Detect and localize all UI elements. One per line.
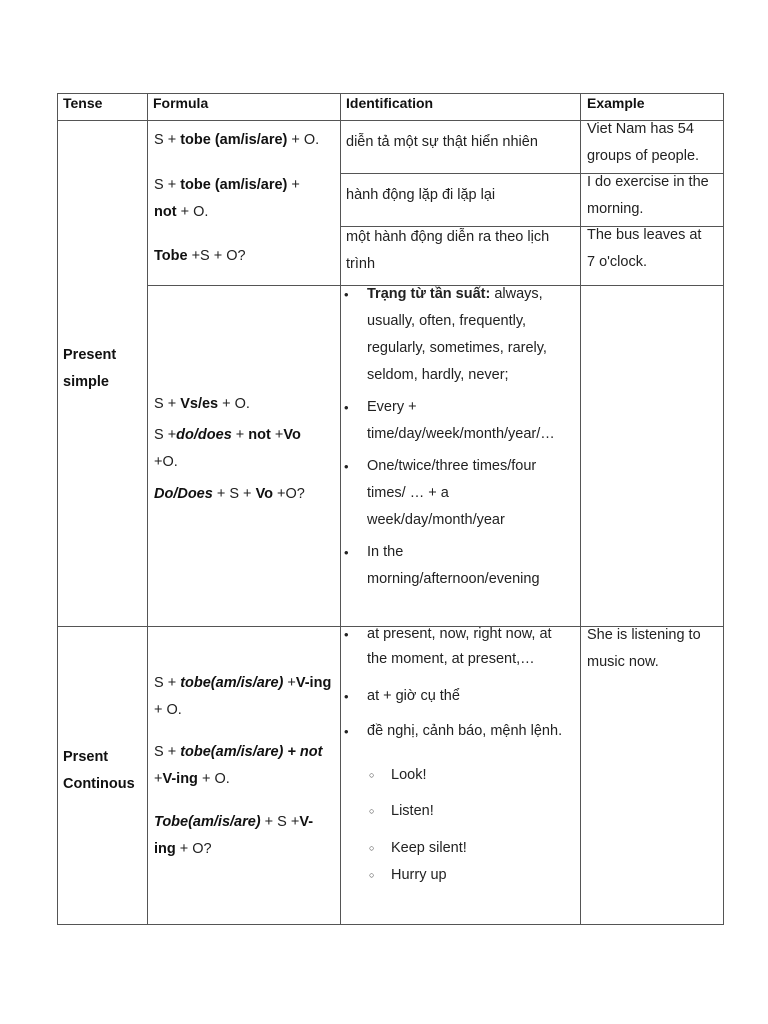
formula-tobe-question: Tobe +S + O? xyxy=(154,248,246,264)
col-divider-3 xyxy=(580,93,581,925)
tense-present-continuous xyxy=(63,744,135,798)
col-divider-1 xyxy=(147,93,148,925)
example-listening: She is listening to music now. xyxy=(587,627,701,670)
list-item: • One/twice/three times/four times/ … + a week/day/month/year xyxy=(340,453,578,534)
formula-continuous-affirmative: S + tobe(am/is/are) +V-ing + O. xyxy=(154,675,332,718)
tense-line: Present xyxy=(63,347,117,363)
identification-verb-list xyxy=(340,281,578,593)
list-item: • In the morning/afternoon/evening xyxy=(340,539,578,593)
tense-line: Continous xyxy=(63,776,135,792)
table-right-border xyxy=(723,93,724,925)
table-left-border xyxy=(57,93,58,925)
formula-verb-question: Do/Does + S + Vo +O? xyxy=(154,486,305,502)
list-item: ○ Keep silent! xyxy=(369,835,569,862)
tense-present-simple xyxy=(63,342,116,396)
formula-continuous-question: Tobe(am/is/are) + S +V- ing + O? xyxy=(154,814,314,857)
example-exercise: I do exercise in the morning. xyxy=(587,174,709,217)
example-bus: The bus leaves at 7 o'clock. xyxy=(587,227,702,270)
list-item: ○ Listen! xyxy=(369,798,569,825)
list-item: • at present, now, right now, at the moment, at present,… xyxy=(340,622,578,672)
header-identification: Identification xyxy=(346,95,434,111)
formula-tobe-negative: S + tobe (am/is/are) + not + O. xyxy=(154,177,300,220)
list-item: • Trạng từ tần suất: always, usually, often, frequently, regularly, sometimes, rarely, seldom, hardly, never; xyxy=(340,281,578,389)
tense-line: Prsent xyxy=(63,749,109,765)
list-item: • Every + time/day/week/month/year/… xyxy=(340,394,578,448)
tense-line: simple xyxy=(63,374,109,390)
identification-repeated: hành động lặp đi lặp lại xyxy=(346,187,496,203)
identification-schedule: một hành động diễn ra theo lịch trình xyxy=(346,229,550,272)
list-item: • đề nghị, cảnh báo, mệnh lệnh. xyxy=(340,718,578,745)
header-formula: Formula xyxy=(153,95,209,111)
example-vietnam: Viet Nam has 54 groups of people. xyxy=(587,121,700,164)
command-examples-list xyxy=(369,762,569,889)
list-item: ○ Hurry up xyxy=(369,862,569,889)
identification-continuous-list xyxy=(340,622,578,745)
list-item: ○ Look! xyxy=(369,762,569,789)
header-tense: Tense xyxy=(63,95,103,111)
list-item: • at + giờ cụ thể xyxy=(340,683,578,710)
formula-verb-negative: S +do/does + not +Vo +O. xyxy=(154,427,301,470)
table-bottom-border xyxy=(57,924,724,925)
table-top-border xyxy=(57,93,724,94)
formula-tobe-affirmative: S + tobe (am/is/are) + O. xyxy=(154,132,320,148)
formula-verb-affirmative: S + Vs/es + O. xyxy=(154,396,250,412)
identification-fact: diễn tả một sự thật hiển nhiên xyxy=(346,134,538,150)
formula-continuous-negative: S + tobe(am/is/are) + not +V-ing + O. xyxy=(154,744,323,787)
header-example: Example xyxy=(587,95,645,111)
